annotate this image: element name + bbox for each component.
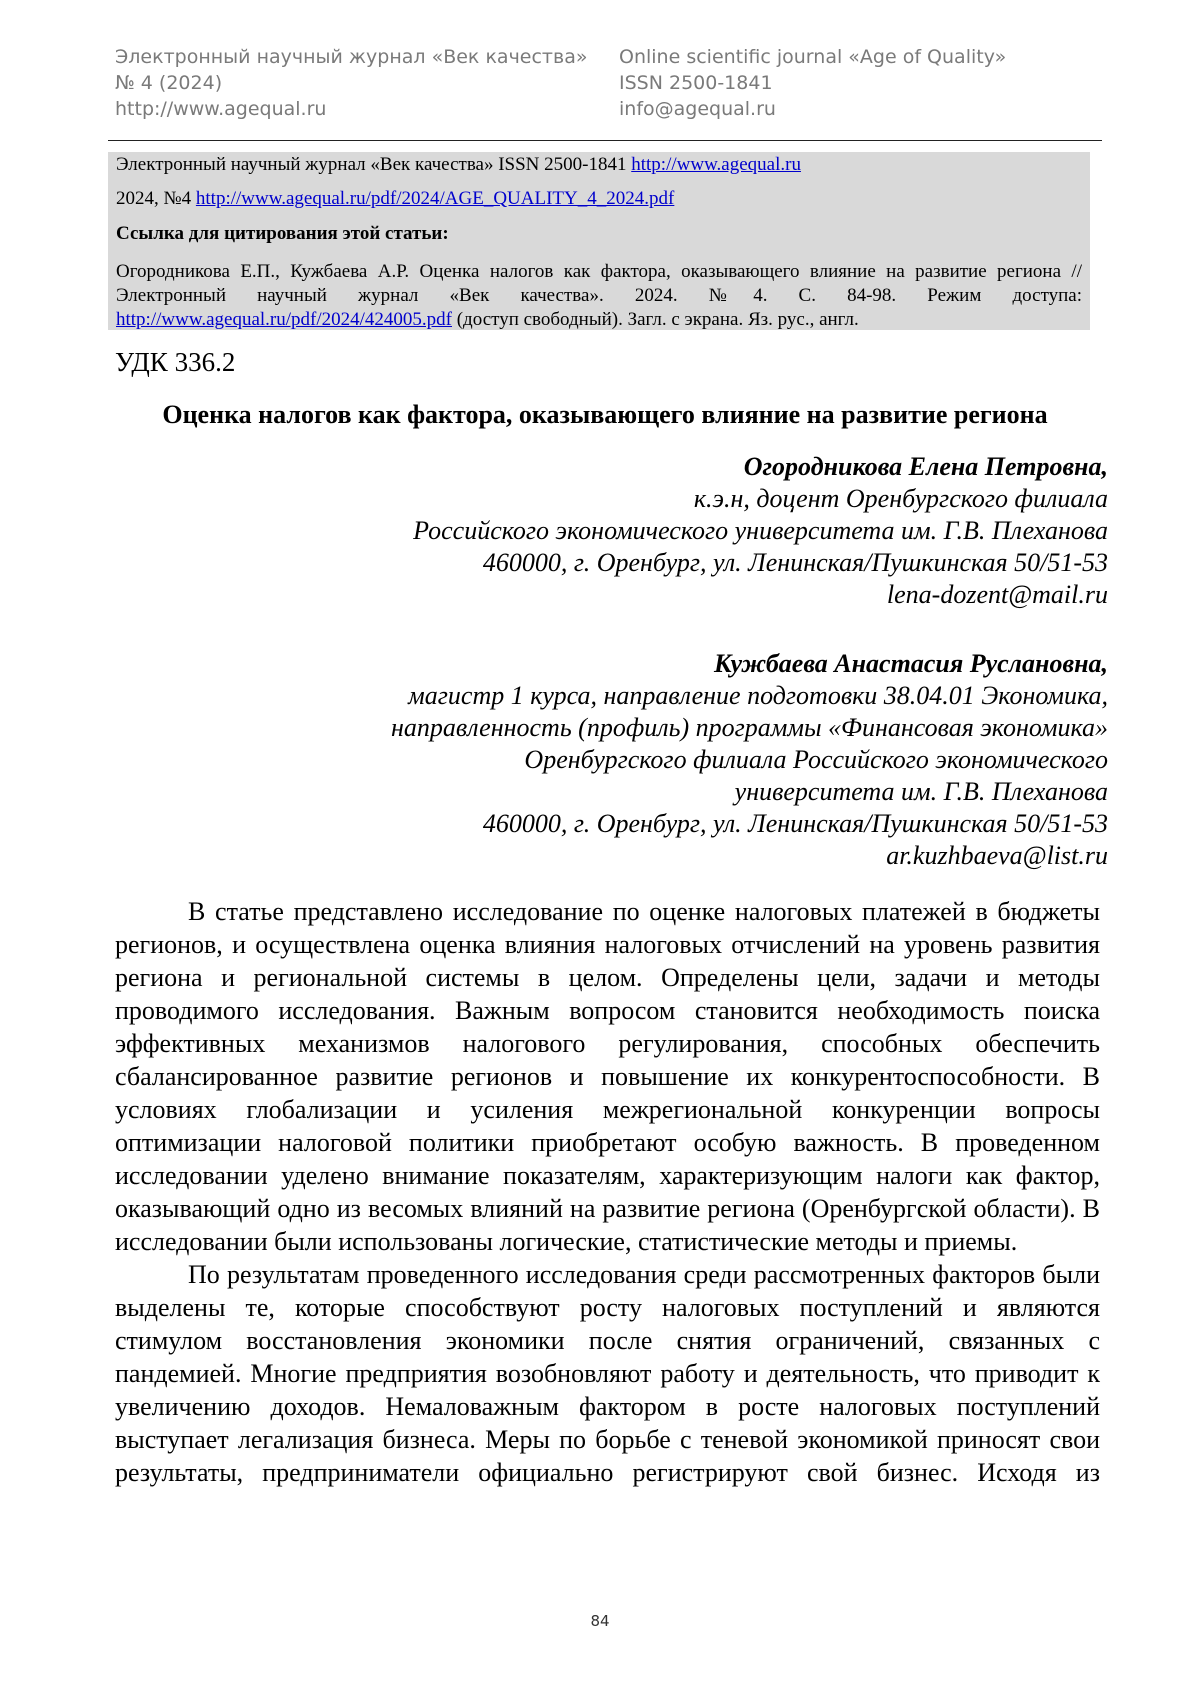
abstract-paragraph: В статье представлено исследование по оценке налоговых платежей в бюджеты регионов, и осуществлена оценка влияния налоговых отчислений на уровень развития региона и региональной системы в целом. Определены цели, задачи и методы проводимого исследования. Важным вопросом становится необходимость поиска эффективных механизмов налогового регулирования, способных обеспечить сбалансированное развитие регионов и повышение их конкурентоспособности. В условиях глобализации и усиления межрегиональной конкуренции вопросы оптимизации налоговой политики приобретают особую важность. В проведенном исследовании уделено внимание показателям, характеризующим налоги как фактор, оказывающий одно из весомых влияний на развитие региона (Оренбургской области). В исследовании были использованы логические, статистические методы и приемы. [115,897,1100,1256]
citation-text: Огородникова Е.П., Кужбаева А.Р. Оценка налогов как фактора, оказывающего влияние на развитие региона // Электронный научный журнал «Век качества». 2024. №4. С. 84-98. Режим доступа: [116,261,1082,306]
article-title: Оценка налогов как фактора, оказывающего влияние на развитие региона [162,400,1048,429]
author-affiliation-line: к.э.н, доцент Оренбургского филиала [693,484,1108,513]
issue-pdf-link[interactable]: http://www.agequal.ru/pdf/2024/AGE_QUALITY_4_2024.pdf [195,188,675,209]
author-affiliation-line: магистр 1 курса, направление подготовки 38.04.01 Экономика, [408,681,1108,710]
abstract-paragraph: По результатам проведенного исследования среди рассмотренных факторов были выделены те, которые способствуют росту налоговых поступлений и являются стимулом восстановления экономики после снятия ограничений, связанных с пандемией. Многие предприятия возобновляют работу и деятельность, что приводит к увеличению доходов. Немаловажным фактором в росте налоговых поступлений выступает легализация бизнеса. Меры по борьбе с теневой экономикой приносят свои результаты, предприниматели официально регистрируют свой бизнес. Исходя из [115,1260,1100,1487]
author-affiliation-line: направленность (профиль) программы «Финансовая экономика» [391,713,1108,742]
page-number: 84 [590,1612,610,1630]
header-website[interactable]: http://www.agequal.ru [115,98,327,120]
header-divider [108,140,1102,141]
abstract-body [115,895,1100,1489]
journal-url-link[interactable]: http://www.agequal.ru [631,154,801,175]
author-name: Кужбаева Анастасия Руслановна, [714,649,1108,678]
citation-box [108,152,1090,330]
running-header-right [619,44,1006,122]
author-address: 460000, г. Оренбург, ул. Ленинская/Пушкинская 50/51-53 [482,809,1108,838]
header-journal-name-ru: Электронный научный журнал «Век качества» [115,46,588,68]
author-affiliation-line: Оренбургского филиала Российского экономического [524,745,1108,774]
header-issue: № 4 (2024) [115,72,223,94]
citation-text-block [116,260,1082,332]
author-block-2 [391,648,1108,872]
author-email[interactable]: ar.kuzhbaeva@list.ru [886,841,1108,870]
author-name: Огородникова Елена Петровна, [743,452,1108,481]
citation-issue-line [116,188,674,210]
header-journal-name-en: Online scientific journal «Age of Quality» [619,46,1007,68]
citation-tail: (доступ свободный). Загл. с экрана. Яз. рус., англ. [456,309,859,330]
author-address: 460000, г. Оренбург, ул. Ленинская/Пушкинская 50/51-53 [482,548,1108,577]
citation-journal-text: Электронный научный журнал «Век качества» ISSN 2500-1841 [116,154,627,175]
author-affiliation-line: университета им. Г.В. Плеханова [734,777,1108,806]
author-block-1 [413,451,1108,611]
citation-journal-line [116,154,801,176]
header-issn: ISSN 2500-1841 [619,72,773,94]
running-header-left [115,44,587,122]
udk-code: УДК 336.2 [115,347,236,377]
citation-heading: Ссылка для цитирования этой статьи: [116,223,449,244]
citation-issue-text: 2024, №4 [116,188,192,209]
author-email[interactable]: lena-dozent@mail.ru [886,580,1108,609]
author-affiliation-line: Российского экономического университета им. Г.В. Плеханова [413,516,1108,545]
header-email[interactable]: info@agequal.ru [619,98,776,120]
article-pdf-link[interactable]: http://www.agequal.ru/pdf/2024/424005.pdf [116,309,452,330]
